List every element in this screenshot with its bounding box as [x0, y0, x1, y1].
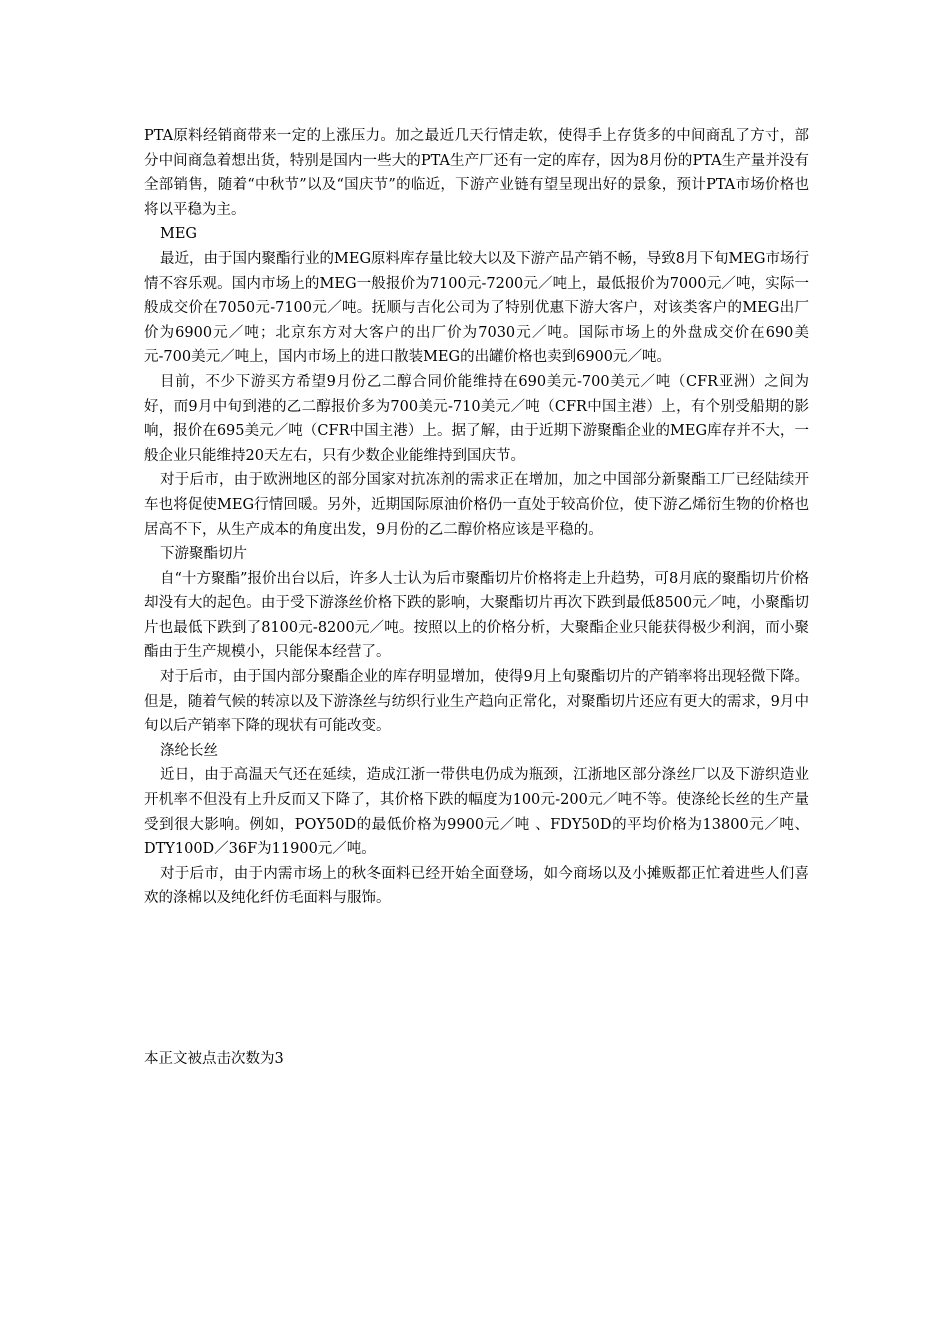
- section-polyester-filament: [144, 739, 809, 911]
- intro-paragraph: PTA原料经销商带来一定的上涨压力。加之最近几天行情走软，使得手上存货多的中间商乱了方寸，部分中间商急着想出货，特别是国内一些大的PTA生产厂还有一定的库存，因为8月份的PTA生产量并没有全部销售，随着“中秋节”以及“国庆节”的临近，下游产业链有望呈现出好的景象，预计PTA市场价格也将以平稳为主。: [144, 128, 809, 218]
- paragraph: 对于后市，由于欧洲地区的部分国家对抗冻剂的需求正在增加，加之中国部分新聚酯工厂已经陆续开车也将促使MEG行情回暖。另外，近期国际原油价格仍一直处于较高价位，使下游乙烯衍生物的价格也居高不下，从生产成本的角度出发，9月份的乙二醇价格应该是平稳的。: [144, 472, 809, 538]
- article-body: [144, 124, 809, 911]
- click-count: 本正文被点击次数为3: [144, 1051, 284, 1067]
- paragraph: 最近，由于国内聚酯行业的MEG原料库存量比较大以及下游产品产销不畅，导致8月下旬MEG市场行情不容乐观。国内市场上的MEG一般报价为7100元-7200元／吨上，最低报价为7000元／吨，实际一般成交价在7050元-7100元／吨。抚顺与吉化公司为了特别优惠下游大客户，对该类客户的MEG出厂价为6900元／吨；北京东方对大客户的出厂价为7030元／吨。国际市场上的外盘成交价在690美元-700美元／吨上，国内市场上的进口散装MEG的出罐价格也卖到6900元／吨。: [144, 250, 809, 366]
- paragraph: 目前，不少下游买方希望9月份乙二醇合同价能维持在690美元-700美元／吨（CFR亚洲）之间为好，而9月中旬到港的乙二醇报价多为700美元-710美元／吨（CFR中国主港）上，有个别受船期的影响，报价在695美元／吨（CFR中国主港）上。据了解，由于近期下游聚酯企业的MEG库存并不大，一般企业只能维持20天左右，只有少数企业能维持到国庆节。: [144, 373, 809, 464]
- paragraph: 对于后市，由于内需市场上的秋冬面料已经开始全面登场，如今商场以及小摊贩都正忙着进些人们喜欢的涤棉以及纯化纤仿毛面料与服饰。: [144, 865, 809, 907]
- section-meg: [144, 222, 809, 542]
- paragraph: 对于后市，由于国内部分聚酯企业的库存明显增加，使得9月上旬聚酯切片的产销率将出现轻微下降。但是，随着气候的转凉以及下游涤丝与纺织行业生产趋向正常化，对聚酯切片还应有更大的需求，9月中旬以后产销率下降的现状有可能改变。: [144, 669, 809, 735]
- section-heading: MEG: [160, 226, 198, 243]
- section-heading: 涤纶长丝: [160, 742, 218, 759]
- section-heading: 下游聚酯切片: [160, 546, 247, 563]
- paragraph: 自“十方聚酯”报价出台以后，许多人士认为后市聚酯切片价格将走上升趋势，可8月底的聚酯切片价格却没有大的起色。由于受下游涤丝价格下跌的影响，大聚酯切片再次下跌到最低8500元／吨，小聚酯切片也最低下跌到了8100元-8200元／吨。按照以上的价格分析，大聚酯企业只能获得极少利润，而小聚酯由于生产规模小，只能保本经营了。: [144, 570, 809, 661]
- paragraph: 近日，由于高温天气还在延续，造成江浙一带供电仍成为瓶颈，江浙地区部分涤丝厂以及下游织造业开机率不但没有上升反而又下降了，其价格下跌的幅度为100元-200元／吨不等。使涤纶长丝的生产量受到很大影响。例如，POY50D的最低价格为9900元／吨 、FDY50D的平均价格为13800元／吨、DTY100D／36F为11900元／吨。: [144, 767, 809, 858]
- section-polyester-chips: [144, 542, 809, 739]
